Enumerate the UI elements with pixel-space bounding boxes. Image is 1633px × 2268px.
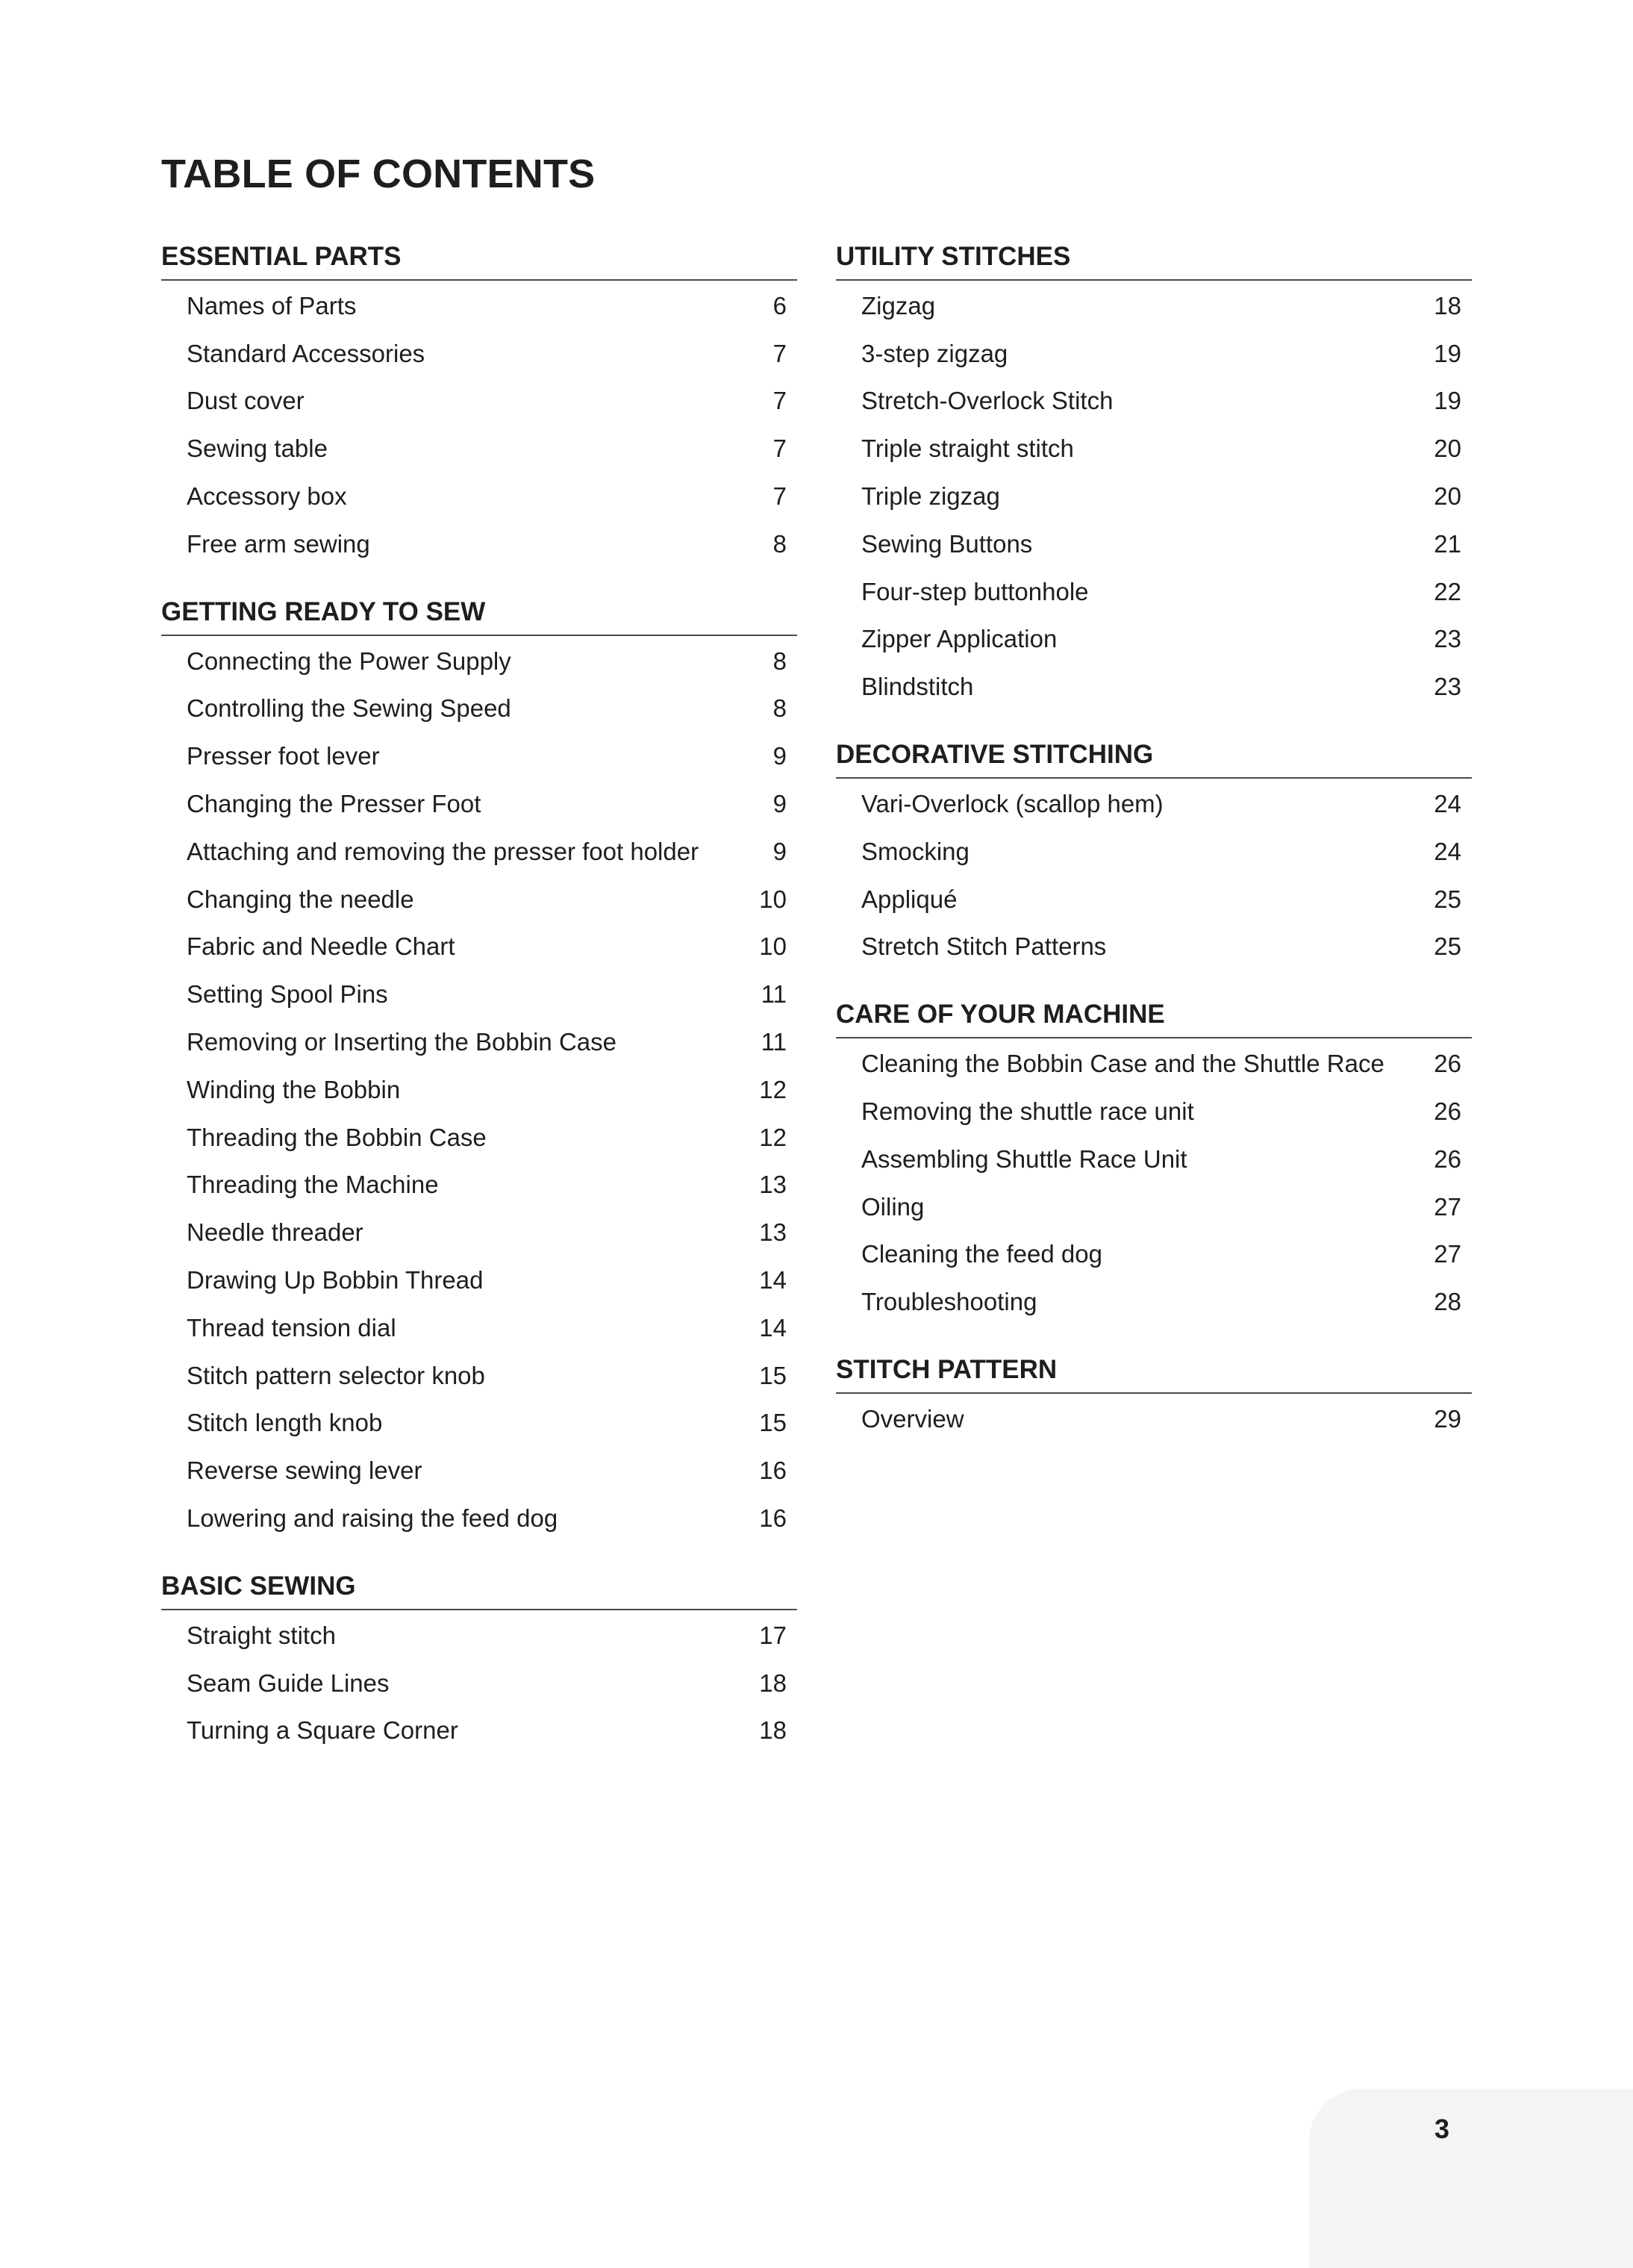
toc-section <box>161 234 797 568</box>
toc-entry-page-number: 8 <box>772 529 787 558</box>
toc-entry-label: Controlling the Sewing Speed <box>187 694 511 723</box>
toc-section <box>836 732 1472 971</box>
page-number: 3 <box>1434 2113 1450 2144</box>
toc-entry-label: Seam Guide Lines <box>187 1669 390 1697</box>
toc-entry-page-number: 11 <box>761 980 787 1009</box>
toc-entry-list <box>836 779 1472 971</box>
toc-entry-label: Setting Spool Pins <box>187 980 388 1009</box>
toc-entry-label: Four-step buttonhole <box>861 577 1089 605</box>
toc-entry-label: Removing or Inserting the Bobbin Case <box>187 1028 616 1056</box>
section-title: ESSENTIAL PARTS <box>161 234 797 281</box>
toc-entry-page-number: 7 <box>772 434 787 463</box>
toc-entry-page-number: 25 <box>1434 885 1461 913</box>
toc-entry-page-number: 8 <box>772 694 787 723</box>
toc-entry-label: Dust cover <box>187 387 305 415</box>
toc-entry[interactable] <box>161 1400 797 1448</box>
toc-section <box>161 1564 797 1754</box>
toc-entry-page-number: 19 <box>1434 339 1461 367</box>
toc-entry-label: Zigzag <box>861 291 936 320</box>
toc-entry-page-number: 28 <box>1434 1288 1461 1316</box>
toc-entry-label: Straight stitch <box>187 1621 336 1649</box>
toc-entry-page-number: 13 <box>759 1171 787 1199</box>
toc-entry-label: Sewing table <box>187 434 328 463</box>
toc-entry-page-number: 27 <box>1434 1192 1461 1221</box>
toc-entry[interactable] <box>161 282 797 330</box>
toc-entry-page-number: 9 <box>772 742 787 770</box>
toc-entry-label: Names of Parts <box>187 291 357 320</box>
toc-entry[interactable] <box>161 330 797 378</box>
toc-entry-page-number: 14 <box>759 1313 787 1342</box>
toc-entry-label: Removing the shuttle race unit <box>861 1097 1194 1126</box>
toc-entry[interactable] <box>161 780 797 828</box>
toc-entry-label: Appliqué <box>861 885 958 913</box>
toc-entry-page-number: 23 <box>1434 673 1461 701</box>
section-title: GETTING READY TO SEW <box>161 590 797 636</box>
toc-entry-page-number: 14 <box>759 1266 787 1295</box>
toc-entry-label: Stitch length knob <box>187 1409 383 1437</box>
toc-entry-list <box>836 281 1472 711</box>
toc-entry-label: Changing the needle <box>187 885 414 913</box>
toc-entry-label: Thread tension dial <box>187 1313 396 1342</box>
toc-entry[interactable] <box>161 425 797 473</box>
toc-entry-label: Connecting the Power Supply <box>187 647 511 675</box>
toc-entry-list <box>836 1394 1472 1443</box>
toc-entry-list <box>161 1610 797 1754</box>
toc-entry[interactable] <box>836 1088 1472 1135</box>
toc-entry[interactable] <box>836 1231 1472 1279</box>
toc-entry[interactable] <box>161 876 797 923</box>
toc-entry-page-number: 17 <box>759 1621 787 1649</box>
toc-entry-page-number: 12 <box>759 1123 787 1151</box>
toc-entry-page-number: 20 <box>1434 434 1461 463</box>
toc-entry[interactable] <box>836 282 1472 330</box>
toc-section <box>836 234 1472 711</box>
toc-entry[interactable] <box>161 1495 797 1542</box>
toc-entry-page-number: 8 <box>772 647 787 675</box>
toc-entry-page-number: 15 <box>759 1361 787 1389</box>
toc-entry-page-number: 16 <box>759 1504 787 1533</box>
toc-entry-page-number: 26 <box>1434 1097 1461 1126</box>
toc-entry-label: Turning a Square Corner <box>187 1716 458 1745</box>
toc-entry-label: Presser foot lever <box>187 742 380 770</box>
toc-entry-page-number: 11 <box>761 1028 787 1056</box>
toc-entry[interactable] <box>836 1183 1472 1231</box>
section-title: CARE OF YOUR MACHINE <box>836 992 1472 1038</box>
toc-entry-label: Zipper Application <box>861 625 1058 653</box>
toc-entry-list <box>161 281 797 568</box>
toc-entry-label: Cleaning the Bobbin Case and the Shuttle Race <box>861 1050 1384 1078</box>
toc-entry[interactable] <box>836 923 1472 971</box>
section-title: STITCH PATTERN <box>836 1348 1472 1394</box>
toc-entry[interactable] <box>161 1066 797 1114</box>
toc-entry-label: Cleaning the feed dog <box>861 1240 1102 1268</box>
toc-entry-page-number: 10 <box>759 932 787 961</box>
toc-entry-page-number: 16 <box>759 1457 787 1485</box>
toc-entry-page-number: 27 <box>1434 1240 1461 1268</box>
toc-entry[interactable] <box>836 378 1472 426</box>
toc-entry[interactable] <box>836 425 1472 473</box>
toc-entry-page-number: 25 <box>1434 932 1461 961</box>
toc-entry-page-number: 7 <box>772 339 787 367</box>
toc-entry-page-number: 7 <box>772 482 787 511</box>
section-title: UTILITY STITCHES <box>836 234 1472 281</box>
toc-entry[interactable] <box>161 828 797 876</box>
toc-entry[interactable] <box>161 1162 797 1209</box>
page-number-tab <box>1309 2089 1633 2268</box>
toc-entry[interactable] <box>161 971 797 1018</box>
toc-entry-label: Accessory box <box>187 482 347 511</box>
toc-entry-page-number: 13 <box>759 1218 787 1247</box>
toc-entry-label: Reverse sewing lever <box>187 1457 422 1485</box>
toc-right-column <box>836 234 1472 1465</box>
toc-entry-label: Threading the Machine <box>187 1171 439 1199</box>
toc-entry[interactable] <box>161 1612 797 1660</box>
toc-entry[interactable] <box>836 1395 1472 1443</box>
section-title: BASIC SEWING <box>161 1564 797 1610</box>
toc-entry-page-number: 6 <box>772 291 787 320</box>
toc-entry[interactable] <box>161 923 797 971</box>
toc-entry-page-number: 18 <box>759 1669 787 1697</box>
toc-entry[interactable] <box>161 1114 797 1162</box>
toc-entry-label: Triple zigzag <box>861 482 1000 511</box>
toc-entry-label: Sewing Buttons <box>861 529 1033 558</box>
toc-entry-label: Overview <box>861 1405 964 1433</box>
toc-entry-page-number: 15 <box>759 1409 787 1437</box>
toc-entry-page-number: 23 <box>1434 625 1461 653</box>
toc-entry-label: Attaching and removing the presser foot holder <box>187 837 699 865</box>
toc-entry-page-number: 9 <box>772 790 787 818</box>
toc-entry-label: Stretch Stitch Patterns <box>861 932 1107 961</box>
toc-entry[interactable] <box>836 568 1472 616</box>
toc-entry[interactable] <box>836 1135 1472 1183</box>
section-title: DECORATIVE STITCHING <box>836 732 1472 779</box>
toc-entry[interactable] <box>161 1256 797 1304</box>
toc-entry[interactable] <box>836 473 1472 520</box>
toc-entry-label: Drawing Up Bobbin Thread <box>187 1266 484 1295</box>
toc-entry[interactable] <box>161 473 797 520</box>
toc-entry-label: 3-step zigzag <box>861 339 1008 367</box>
toc-entry-label: Assembling Shuttle Race Unit <box>861 1144 1187 1173</box>
toc-entry[interactable] <box>161 1707 797 1755</box>
toc-entry-page-number: 12 <box>759 1075 787 1103</box>
toc-entry-page-number: 20 <box>1434 482 1461 511</box>
toc-entry[interactable] <box>161 1352 797 1400</box>
toc-entry[interactable] <box>836 780 1472 828</box>
toc-entry-label: Needle threader <box>187 1218 363 1247</box>
toc-entry-list <box>161 636 797 1542</box>
toc-entry-label: Smocking <box>861 837 970 865</box>
toc-entry-label: Free arm sewing <box>187 529 370 558</box>
toc-entry-page-number: 29 <box>1434 1405 1461 1433</box>
toc-section <box>161 590 797 1542</box>
toc-entry[interactable] <box>161 1018 797 1066</box>
toc-entry-label: Triple straight stitch <box>861 434 1074 463</box>
toc-entry[interactable] <box>161 685 797 733</box>
toc-entry-label: Changing the Presser Foot <box>187 790 481 818</box>
toc-section <box>836 992 1472 1326</box>
toc-left-column <box>161 234 797 1776</box>
toc-entry-page-number: 21 <box>1434 529 1461 558</box>
toc-entry[interactable] <box>836 828 1472 876</box>
toc-entry[interactable] <box>161 638 797 685</box>
toc-entry-label: Standard Accessories <box>187 339 425 367</box>
toc-entry[interactable] <box>161 1447 797 1495</box>
toc-entry-label: Stitch pattern selector knob <box>187 1361 485 1389</box>
toc-entry-label: Vari-Overlock (scallop hem) <box>861 790 1164 818</box>
toc-entry[interactable] <box>161 1209 797 1256</box>
toc-entry[interactable] <box>836 1040 1472 1088</box>
toc-entry-label: Winding the Bobbin <box>187 1075 401 1103</box>
toc-entry[interactable] <box>161 1304 797 1352</box>
toc-entry-page-number: 10 <box>759 885 787 913</box>
toc-entry-page-number: 26 <box>1434 1144 1461 1173</box>
toc-entry-page-number: 9 <box>772 837 787 865</box>
toc-entry[interactable] <box>836 330 1472 378</box>
toc-entry-label: Troubleshooting <box>861 1288 1037 1316</box>
toc-entry[interactable] <box>161 1660 797 1707</box>
toc-entry-page-number: 7 <box>772 387 787 415</box>
toc-entry[interactable] <box>836 616 1472 664</box>
toc-entry-page-number: 24 <box>1434 790 1461 818</box>
toc-entry-page-number: 18 <box>759 1716 787 1745</box>
toc-entry[interactable] <box>161 378 797 426</box>
toc-entry[interactable] <box>836 876 1472 923</box>
toc-entry-label: Fabric and Needle Chart <box>187 932 455 961</box>
page-title: TABLE OF CONTENTS <box>161 152 596 196</box>
toc-entry-label: Threading the Bobbin Case <box>187 1123 487 1151</box>
toc-section <box>836 1348 1472 1443</box>
toc-entry-page-number: 22 <box>1434 577 1461 605</box>
toc-entry-list <box>836 1038 1472 1326</box>
toc-entry-page-number: 19 <box>1434 387 1461 415</box>
toc-entry[interactable] <box>836 520 1472 568</box>
toc-entry[interactable] <box>161 520 797 568</box>
toc-entry[interactable] <box>836 663 1472 711</box>
toc-entry-label: Lowering and raising the feed dog <box>187 1504 558 1533</box>
toc-entry-page-number: 18 <box>1434 291 1461 320</box>
toc-entry[interactable] <box>836 1278 1472 1326</box>
toc-entry-label: Oiling <box>861 1192 925 1221</box>
toc-entry-page-number: 24 <box>1434 837 1461 865</box>
toc-entry-label: Stretch-Overlock Stitch <box>861 387 1114 415</box>
toc-entry[interactable] <box>161 732 797 780</box>
toc-entry-page-number: 26 <box>1434 1050 1461 1078</box>
toc-entry-label: Blindstitch <box>861 673 974 701</box>
